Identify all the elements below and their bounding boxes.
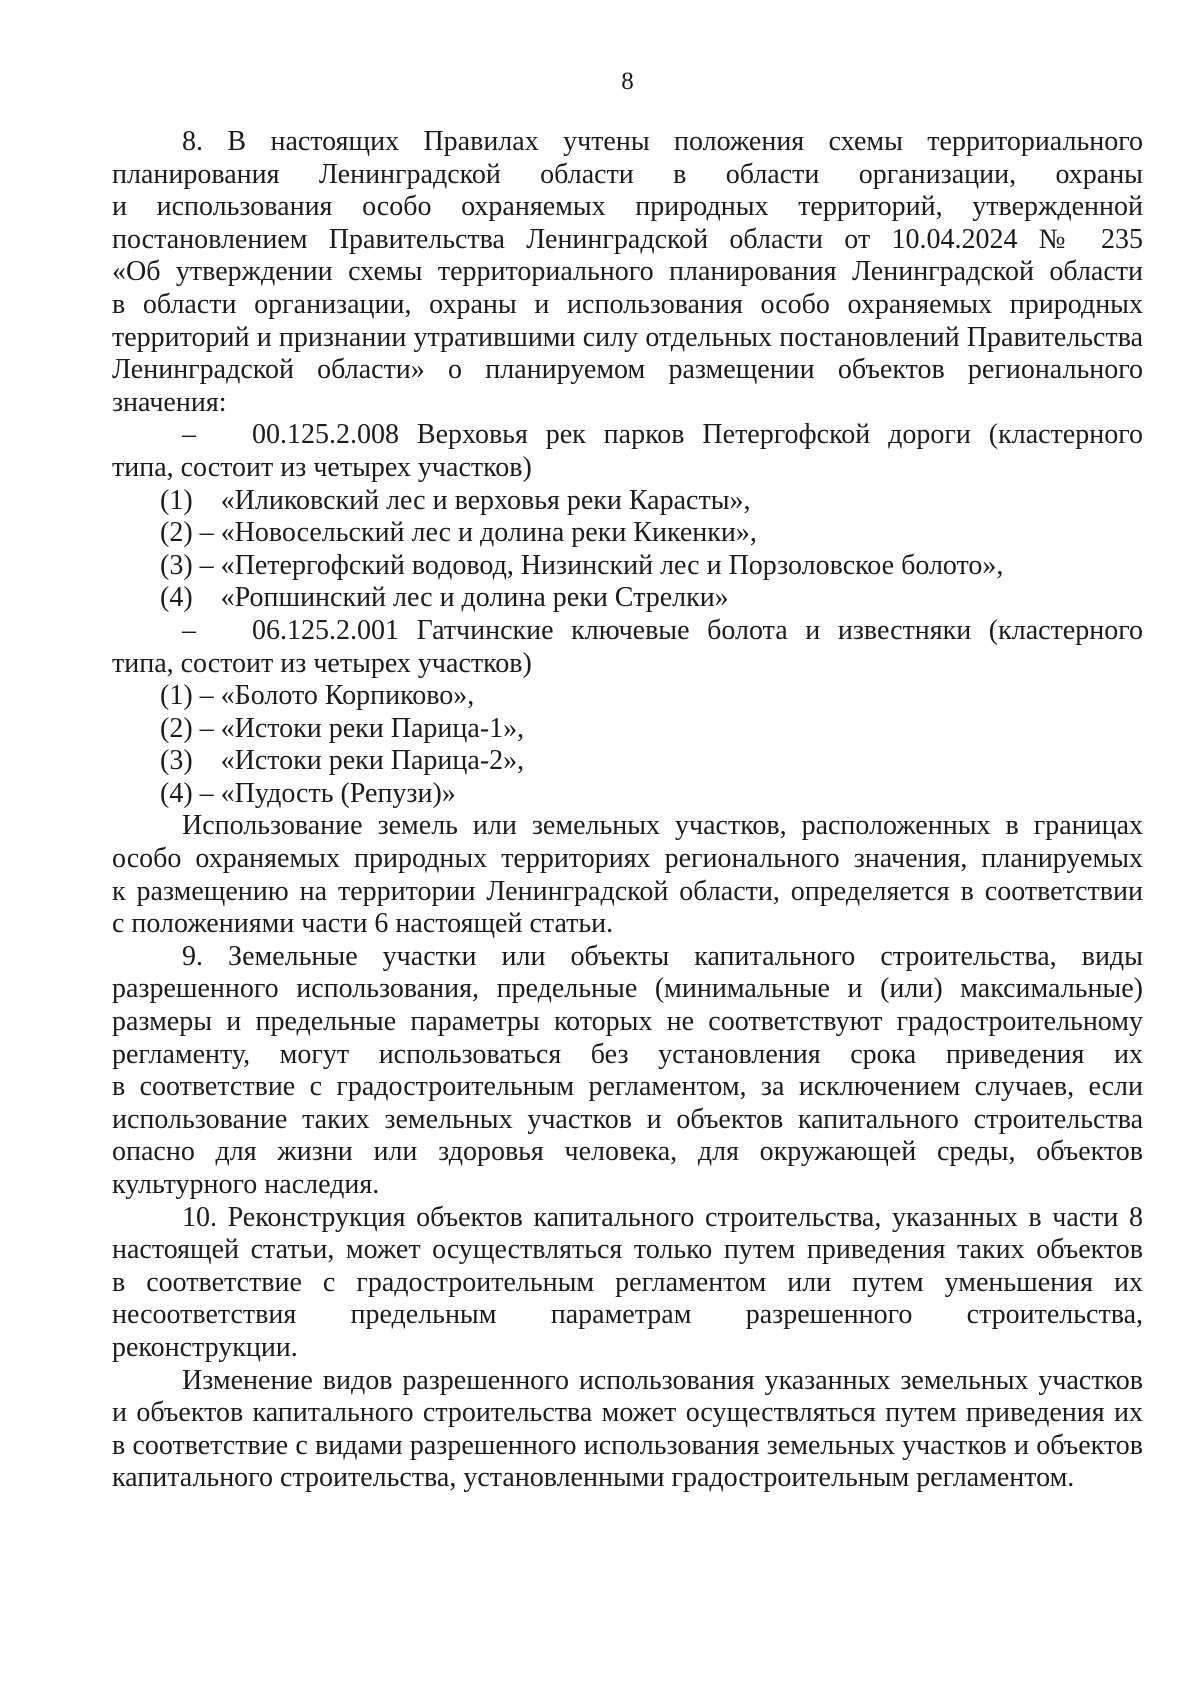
- list-item-numbered: (4) «Ропшинский лес и долина реки Стрелки»: [160, 582, 729, 614]
- page-number: 8: [621, 68, 634, 95]
- paragraph-8: 8. В настоящих Правилах учтены положения схемы территориального планирования Ленинградской области в области организации, охраны и использования особо охраняемых природных территорий, утвержденной постановлением Правительства Ленинградской области от 10.04.2024 № 235 «Об утверждении схемы территориального планирования Ленинградской области в области организации, охраны и использования особо охраняемых природных территорий и признании утратившими силу отдельных постановлений Правительства Ленинградской области» о планируемом размещении объектов регионального значения:: [112, 126, 1143, 418]
- list-item-numbered: (2) – «Новосельский лес и долина реки Кикенки»,: [160, 517, 757, 549]
- paragraph-land-use: Использование земель или земельных участков, расположенных в границах особо охраняемых природных территориях регионального значения, планируемых к размещению на территории Ленинградской области, определяется в соответствии с положениями части 6 настоящей статьи.: [112, 810, 1143, 940]
- paragraph-10: 10. Реконструкция объектов капитального строительства, указанных в части 8 настоящей статьи, может осуществляться только путем приведения таких объектов в соответствие с градостроительным регламентом или путем уменьшения их несоответствия предельным параметрам разрешенного строительства, реконструкции.: [112, 1201, 1143, 1363]
- list-item-numbered: (4) – «Пудость (Репузи)»: [160, 777, 456, 809]
- document-text: [112, 126, 1143, 1495]
- list-item-numbered: (3) «Истоки реки Парица-2»,: [160, 745, 525, 777]
- list-item-numbered: (3) – «Петергофский водовод, Низинский лес и Порзоловское болото»,: [160, 549, 1004, 581]
- list-item-dash-00-125-2-008: – 00.125.2.008 Верховья рек парков Петергофской дороги (кластерного типа, состоит из четырех участков): [112, 419, 1143, 483]
- list-item-numbered: (1) «Иликовский лес и верховья реки Карасты»,: [160, 484, 751, 516]
- list-item-dash-06-125-2-001: – 06.125.2.001 Гатчинские ключевые болота и известняки (кластерного типа, состоит из четырех участков): [112, 614, 1143, 679]
- paragraph-9: 9. Земельные участки или объекты капитального строительства, виды разрешенного использования, предельные (минимальные и (или) максимальные) размеры и предельные параметры которых не соответствуют градостроительному регламенту, могут использоваться без установления срока приведения их в соответствие с градостроительным регламентом, за исключением случаев, если использование таких земельных участков и объектов капитального строительства опасно для жизни или здоровья человека, для окружающей среды, объектов культурного наследия.: [112, 940, 1143, 1200]
- list-item-numbered: (2) – «Истоки реки Парица-1»,: [160, 712, 525, 744]
- list-item-numbered: (1) – «Болото Корпиково»,: [160, 680, 475, 712]
- paragraph-use-change: Изменение видов разрешенного использования указанных земельных участков и объектов капитального строительства может осуществляться путем приведения их в соответствие с видами разрешенного использования земельных участков и объектов капитального строительства, установленными градостроительным регламентом.: [112, 1364, 1143, 1494]
